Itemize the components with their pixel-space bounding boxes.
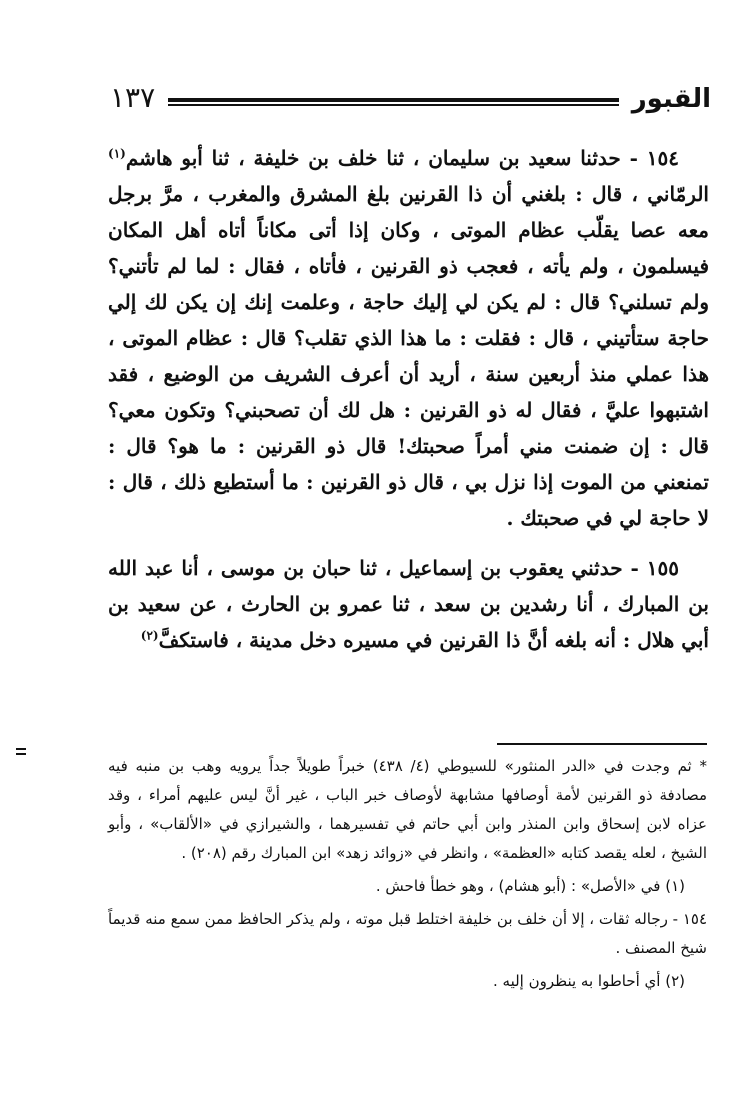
hadith-text: - حدثني يعقوب بن إسماعيل ، ثنا حبان بن موسى ، أنا عبد الله بن المبارك ، أنا رشدين بن سعد ، ثنا عمرو بن الحارث ، عن سعيد بن أبي هلال : أنه بلغه أنَّ ذا القرنين في مسيره دخل مدينة ، فاستكفَّ (108, 556, 709, 652)
page-number: ١٣٧ (110, 81, 156, 114)
footnote-note: * ثم وجدت في «الدر المنثور» للسيوطي (٤/ ٤٣٨) خبراً طويلاً جداً يرويه وهب بن منبه فيه مصادفة ذو القرنين لأمة أوصافها مشابهة لأوصاف خبر الباب ، غير أنَّ ليس عليهم أمراء ، وقد عزاه لابن إسحاق وابن المنذر وابن أبي حاتم في تفسيرهما ، والشيرازي في «الألقاب» ، وأبو الشيخ ، لعله يقصد كتابه «العظمة» ، وانظر في «زوائد زهد» ابن المبارك رقم (٢٠٨) . (108, 757, 707, 862)
header-rule-thin (168, 104, 619, 106)
hadith-number: ١٥٤ (646, 146, 679, 170)
footnote-takhrij-154: ١٥٤ - رجاله ثقات ، إلا أن خلف بن خليفة اختلط قبل موته ، ولم يذكر الحافظ ممن سمع منه قديماً شيخ المصنف . (108, 910, 707, 957)
page-header (110, 78, 711, 120)
hadith-155 (108, 550, 709, 658)
header-rule (168, 98, 619, 106)
running-title: القبور (631, 84, 711, 114)
footnote-marker[interactable]: (١) (108, 146, 126, 161)
footnote-1: (١) في «الأصل» : (أبو هشام) ، وهو خطأ فاحش . (375, 877, 685, 895)
margin-mark-icon (16, 748, 26, 756)
hadith-text: - حدثنا سعيد بن سليمان ، ثنا خلف بن خليفة ، ثنا أبو هاشم (125, 146, 638, 170)
hadith-text: الرمّاني ، قال : بلغني أن ذا القرنين بلغ المشرق والمغرب ، مرَّ برجل معه عصا يقلّب عظام الموتى ، وكان إذا أتى مكاناً أتاه أهل المكان فيسلمون ، ولم يأته ، فعجب ذو القرنين ، فأتاه ، فقال : لما لم تأتني؟ ولم تسلني؟ قال : لم يكن لي إليك حاجة ، وعلمت إنك إن يكن لك إلي حاجة ستأتيني ، قال : فقلت : ما هذا الذي تقلب؟ قال : عظام الموتى ، هذا عملي منذ أربعين سنة ، أريد أن أعرف الشريف من الوضيع ، فقد اشتبهوا عليَّ ، فقال له ذو القرنين : هل لك أن تصحبني؟ وتكون معي؟ قال : إن ضمنت مني أمراً صحبتك! قال ذو القرنين : ما هو؟ قال : تمنعني من الموت إذا نزل بي ، قال ذو القرنين : ما أستطيع ذلك ، قال : لا حاجة لي في صحبتك . (108, 182, 709, 530)
hadith-154 (108, 140, 709, 536)
main-text (108, 140, 709, 672)
header-rule-thick (168, 98, 619, 102)
hadith-number: ١٥٥ (646, 556, 680, 580)
footnote-separator (497, 743, 707, 745)
footnote-2: (٢) أي أحاطوا به ينظرون إليه . (493, 972, 685, 990)
footnote-marker[interactable]: (٢) (140, 628, 159, 643)
footnotes (108, 752, 707, 1000)
